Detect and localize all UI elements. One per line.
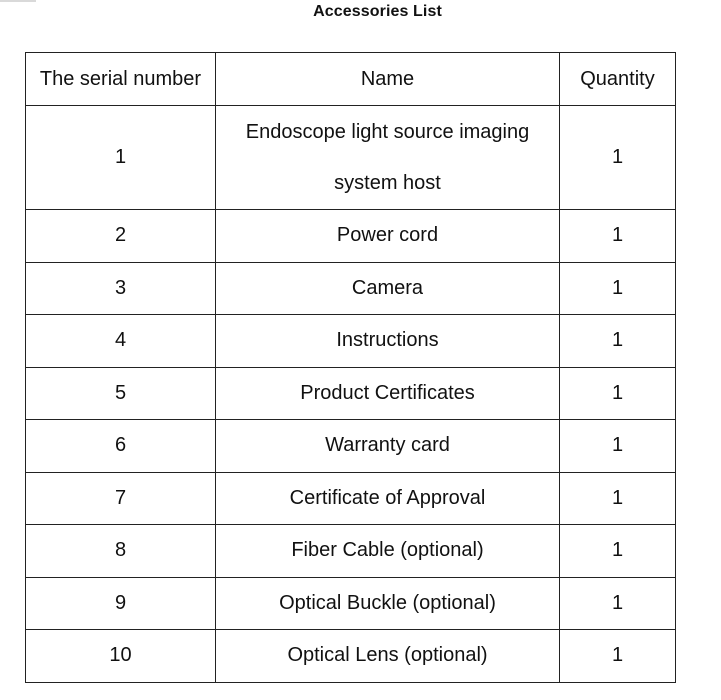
cell-quantity: 1	[560, 315, 676, 368]
cell-quantity: 1	[560, 106, 676, 210]
cell-quantity: 1	[560, 210, 676, 263]
cell-quantity: 1	[560, 577, 676, 630]
cell-quantity: 1	[560, 367, 676, 420]
table-row	[26, 262, 676, 315]
cell-name: Power cord	[216, 210, 560, 263]
header-name: Name	[216, 53, 560, 106]
cell-quantity: 1	[560, 420, 676, 473]
cell-name: Camera	[216, 262, 560, 315]
table-row	[26, 106, 676, 210]
cell-name: Product Certificates	[216, 367, 560, 420]
cell-name: Endoscope light source imaging system host	[216, 106, 560, 210]
table-row	[26, 472, 676, 525]
cell-name: Certificate of Approval	[216, 472, 560, 525]
cell-serial: 9	[26, 577, 216, 630]
cell-name: Optical Buckle (optional)	[216, 577, 560, 630]
header-serial-number: The serial number	[26, 53, 216, 106]
page-corner-mark	[0, 0, 36, 2]
page-title: Accessories List	[313, 3, 442, 20]
cell-quantity: 1	[560, 525, 676, 578]
cell-quantity: 1	[560, 630, 676, 683]
cell-name: Warranty card	[216, 420, 560, 473]
table-row	[26, 525, 676, 578]
cell-quantity: 1	[560, 262, 676, 315]
cell-name: Instructions	[216, 315, 560, 368]
cell-serial: 2	[26, 210, 216, 263]
table-row	[26, 210, 676, 263]
table-row	[26, 420, 676, 473]
table-header-row	[26, 53, 676, 106]
cell-serial: 8	[26, 525, 216, 578]
cell-serial: 5	[26, 367, 216, 420]
cell-serial: 10	[26, 630, 216, 683]
accessories-table	[25, 52, 676, 683]
table-row	[26, 577, 676, 630]
table-row	[26, 367, 676, 420]
cell-serial: 7	[26, 472, 216, 525]
cell-quantity: 1	[560, 472, 676, 525]
cell-serial: 6	[26, 420, 216, 473]
table-row	[26, 315, 676, 368]
cell-name: Optical Lens (optional)	[216, 630, 560, 683]
cell-serial: 3	[26, 262, 216, 315]
cell-serial: 1	[26, 106, 216, 210]
cell-name: Fiber Cable (optional)	[216, 525, 560, 578]
cell-serial: 4	[26, 315, 216, 368]
header-quantity: Quantity	[560, 53, 676, 106]
table-row	[26, 630, 676, 683]
